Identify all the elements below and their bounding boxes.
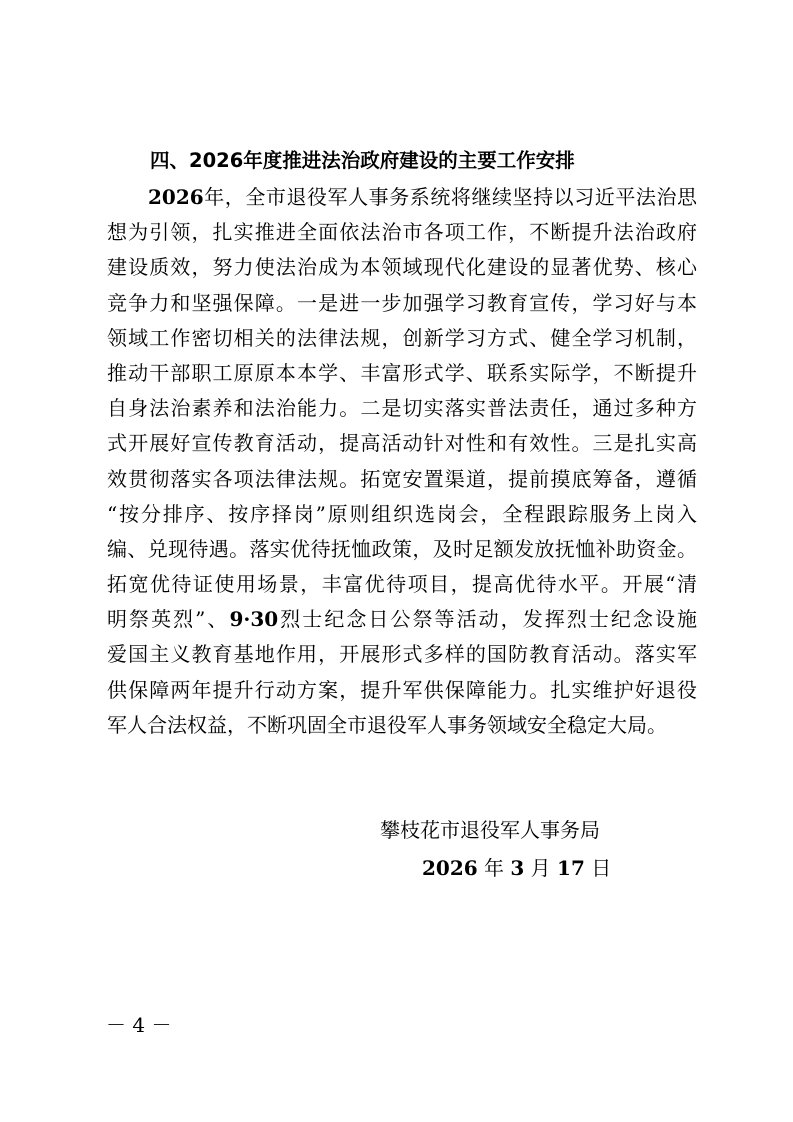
paragraph-line: 式开展好宣传教育活动，提高活动针对性和有效性。三是扎实高 xyxy=(107,431,697,456)
paragraph-line: 效贯彻落实各项法律法规。拓宽安置渠道，提前摸底筹备，遵循 xyxy=(107,466,697,491)
date-month: 3 xyxy=(510,856,525,880)
paragraph-line: 拓宽优待证使用场景，丰富优待项目，提高优待水平。开展“清 xyxy=(107,572,697,597)
issuing-organization: 攀枝花市退役军人事务局 xyxy=(380,818,600,842)
paragraph-line: 自身法治素养和法治能力。二是切实落实普法责任，通过多种方 xyxy=(107,396,697,421)
date-day: 17 xyxy=(557,856,585,880)
paragraph-line: 明祭英烈”、9·30烈士纪念日公祭等活动，发挥烈士纪念设施 xyxy=(107,607,697,632)
date-day-suffix: 日 xyxy=(591,856,612,880)
paragraph-line: 领域工作密切相关的法律法规，创新学习方式、健全学习机制， xyxy=(107,325,697,350)
paragraph-line: 编、兑现待遇。落实优待抚恤政策，及时足额发放抚恤补助资金。 xyxy=(107,536,697,561)
paragraph-line: 想为引领，扎实推进全面依法治市各项工作，不断提升法治政府 xyxy=(107,220,697,245)
numeral-text: 2026 xyxy=(148,185,204,209)
page-number: － 4 － xyxy=(106,1013,172,1037)
body-paragraph xyxy=(107,180,697,743)
paragraph-line: “按分排序、按序择岗”原则组织选岗会，全程跟踪服务上岗入 xyxy=(107,501,697,526)
date-year: 2026 xyxy=(422,856,478,880)
paragraph-line: 2026年，全市退役军人事务系统将继续坚持以习近平法治思 xyxy=(148,185,697,209)
paragraph-line: 军人合法权益，不断巩固全市退役军人事务领域安全稳定大局。 xyxy=(107,712,667,737)
paragraph-line: 爱国主义教育基地作用，开展形式多样的国防教育活动。落实军 xyxy=(107,642,697,667)
issue-date xyxy=(422,853,611,883)
section-heading: 四、2026年度推进法治政府建设的主要工作安排 xyxy=(150,149,575,172)
numeral-text: 9·30 xyxy=(229,607,279,632)
date-year-suffix: 年 xyxy=(484,856,505,880)
paragraph-line: 供保障两年提升行动方案，提升军供保障能力。扎实维护好退役 xyxy=(107,677,697,702)
paragraph-line: 推动干部职工原原本本学、丰富形式学、联系实际学，不断提升 xyxy=(107,360,697,385)
paragraph-line: 建设质效，努力使法治成为本领域现代化建设的显著优势、核心 xyxy=(107,255,697,280)
date-month-suffix: 月 xyxy=(530,856,551,880)
paragraph-line: 竞争力和坚强保障。一是进一步加强学习教育宣传，学习好与本 xyxy=(107,290,697,315)
